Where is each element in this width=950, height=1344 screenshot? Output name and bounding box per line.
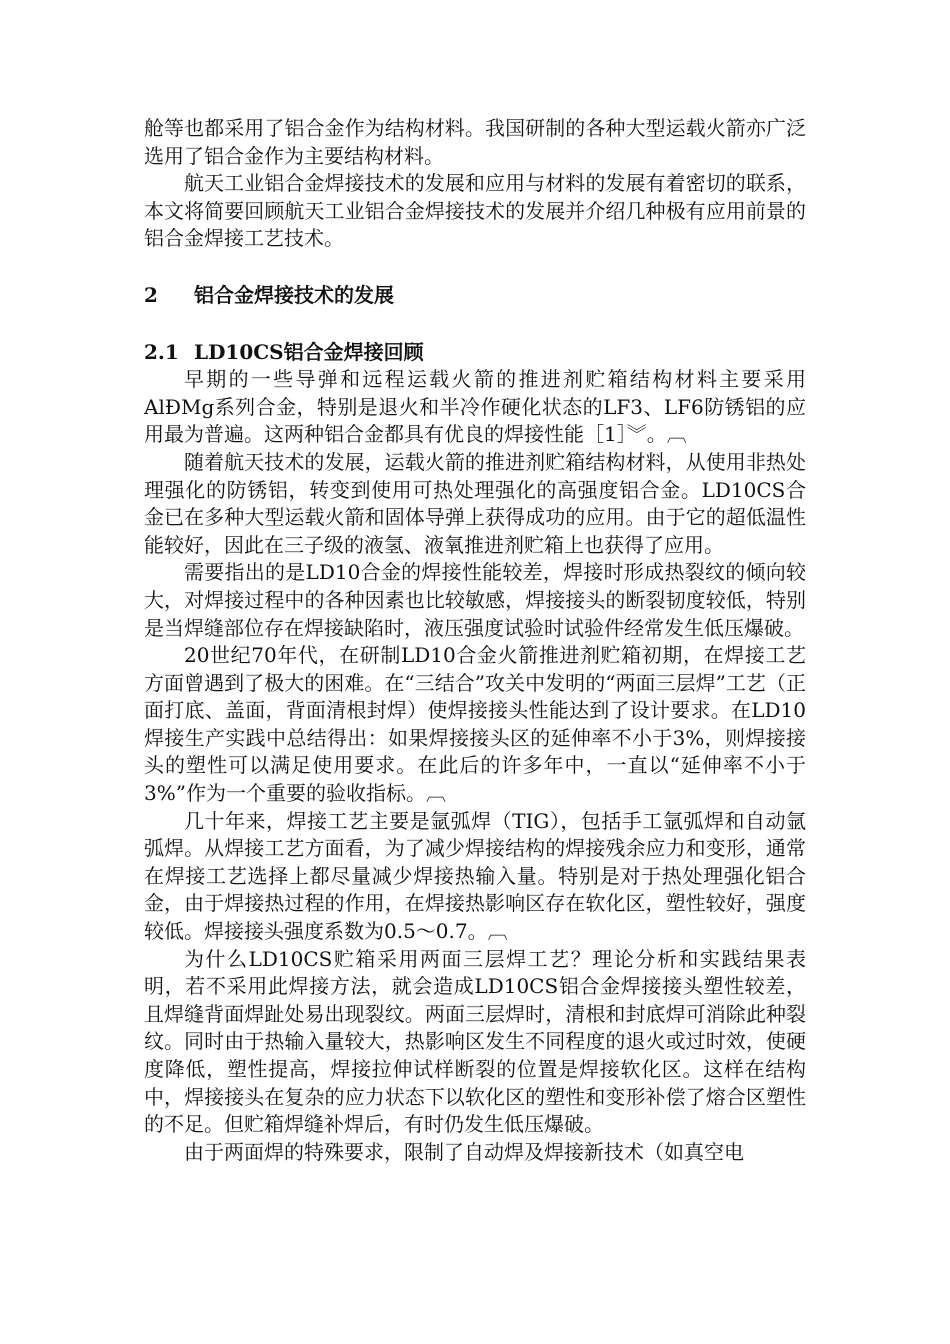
- paragraph: 需要指出的是LD10合金的焊接性能较差，焊接时形成热裂纹的倾向较大，对焊接过程中的各种因素也比较敏感，焊接接头的断裂韧度较低，特别是当焊缝部位存在焊接缺陷时，液压强度试验时试验件经常发生低压爆破。: [144, 560, 806, 640]
- document-body: [144, 115, 806, 1166]
- paragraph: 20世纪70年代，在研制LD10合金火箭推进剂贮箱初期，在焊接工艺方面曾遇到了极大的困难。在“三结合”攻关中发明的“两面三层焊”工艺（正面打底、盖面，背面清根封焊）使焊接接头性能达到了设计要求。在LD10焊接生产实践中总结得出：如果焊接接头区的延伸率不小于3%，则焊接接头的塑性可以满足使用要求。在此后的许多年中，一直以“延伸率不小于3%”作为一个重要的验收指标。︹: [144, 643, 806, 806]
- paragraph: 为什么LD10CS贮箱采用两面三层焊工艺？理论分析和实践结果表明，若不采用此焊接方法，就会造成LD10CS铝合金焊接接头塑性较差，且焊缝背面焊趾处易出现裂纹。两面三层焊时，清根和封底焊可消除此种裂纹。同时由于热输入量较大，热影响区发生不同程度的退火或过时效，使硬度降低，塑性提高，焊接拉伸试样断裂的位置是焊接软化区。这样在结构中，焊接接头在复杂的应力状态下以软化区的塑性和变形补偿了熔合区塑性的不足。但贮箱焊缝补焊后，有时仍发生低压爆破。: [144, 946, 806, 1137]
- section-heading: [144, 282, 806, 310]
- subsection-title: LD10CS铝合金焊接回顾: [194, 339, 424, 364]
- paragraph: 随着航天技术的发展，运载火箭的推进剂贮箱结构材料，从使用非热处理强化的防锈铝，转变到使用可热处理强化的高强度铝合金。LD10CS合金已在多种大型运载火箭和固体导弹上获得成功的应用。由于它的超低温性能较好，因此在三子级的液氢、液氧推进剂贮箱上也获得了应用。: [144, 449, 806, 557]
- paragraph: 由于两面焊的特殊要求，限制了自动焊及焊接新技术（如真空电: [184, 1139, 744, 1164]
- section-title: 铝合金焊接技术的发展: [194, 282, 394, 307]
- subsection-number: 2.1: [144, 339, 179, 364]
- paragraph: 几十年来，焊接工艺主要是氩弧焊（TIG），包括手工氩弧焊和自动氩弧焊。从焊接工艺方面看，为了减少焊接结构的焊接残余应力和变形，通常在焊接工艺选择上都尽量减少焊接热输入量。特别是对于热处理强化铝合金，由于焊接热过程的作用，在焊接热影响区存在软化区，塑性较好，强度较低。焊接接头强度系数为0.5～0.7。︹: [144, 808, 806, 944]
- subsection-heading: [144, 339, 806, 367]
- section-number: 2: [144, 282, 158, 307]
- paragraph: 早期的一些导弹和远程运载火箭的推进剂贮箱结构材料主要采用AlÐMg系列合金，特别是退火和半冷作硬化状态的LF3、LF6防锈铝的应用最为普遍。这两种铝合金都具有优良的焊接性能［1］︾。︹: [144, 367, 806, 447]
- paragraph-continuation: 舱等也都采用了铝合金作为结构材料。我国研制的各种大型运载火箭亦广泛选用了铝合金作为主要结构材料。: [144, 116, 806, 168]
- paragraph: 航天工业铝合金焊接技术的发展和应用与材料的发展有着密切的联系，本文将简要回顾航天工业铝合金焊接技术的发展并介绍几种极有应用前景的铝合金焊接工艺技术。: [144, 171, 806, 251]
